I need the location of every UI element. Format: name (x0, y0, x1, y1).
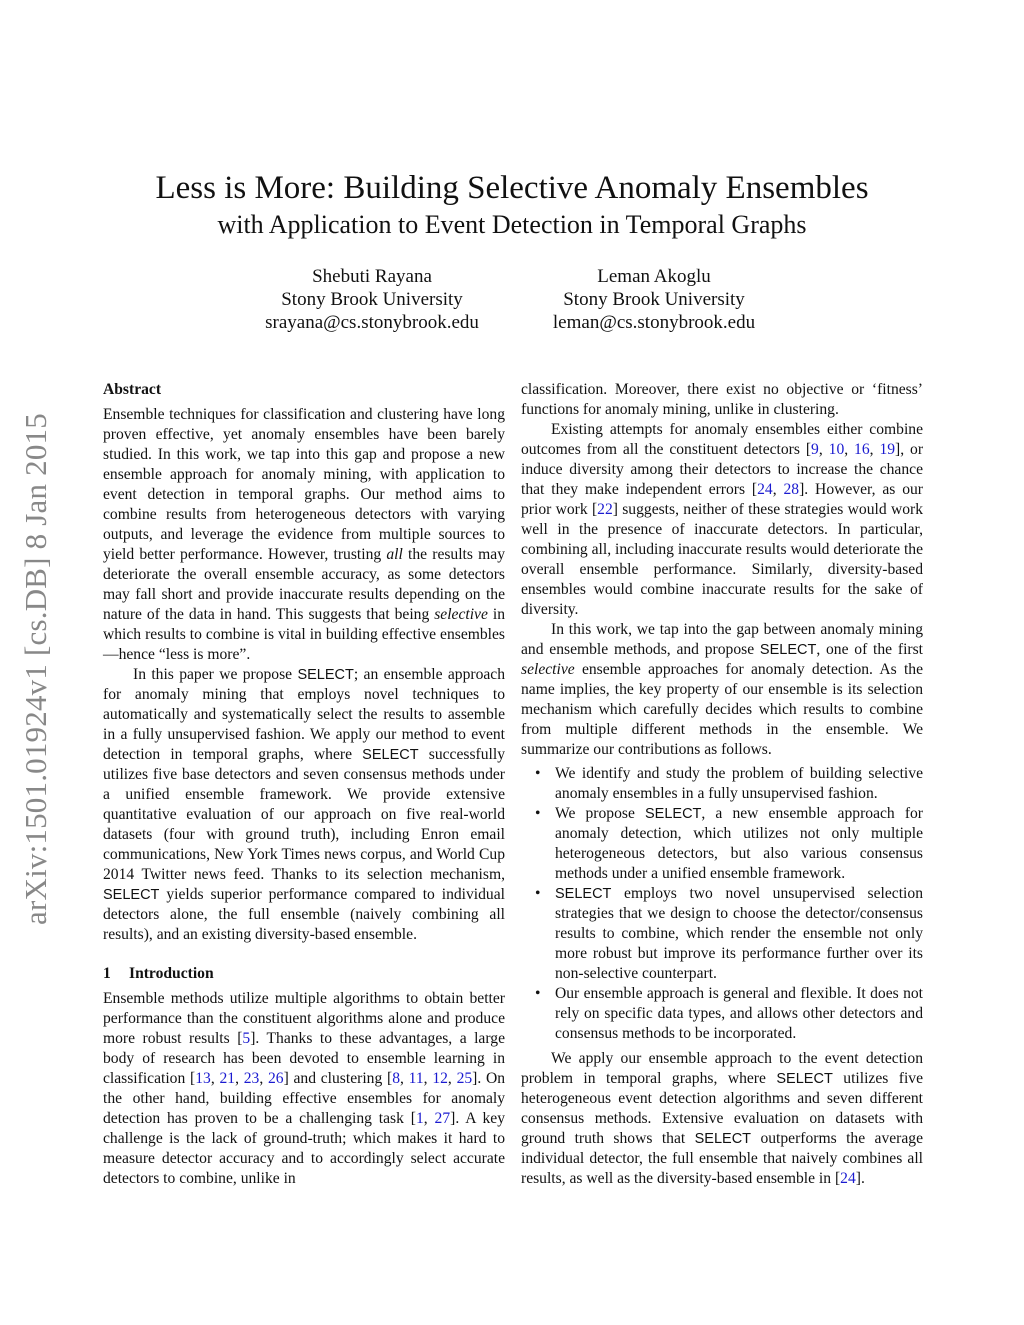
emphasis-text: selective (521, 661, 575, 678)
arxiv-identifier: arXiv:1501.01924v1 [cs.DB] 8 Jan 2015 (18, 413, 53, 925)
method-name: SELECT (555, 886, 612, 902)
body-paragraph: classification. Moreover, there exist no objective or ‘fitness’ functions for anomaly mining, unlike in clustering. (521, 381, 923, 418)
author-affiliation: Stony Brook University (281, 289, 463, 310)
section-heading (103, 964, 505, 984)
author-block (212, 265, 532, 334)
body-paragraph: In this work, we tap into the gap between anomaly mining and ensemble methods, and propose SELECT, one of the first selective ensemble approaches for anomaly detection. As the name implies, the key property of our ensemble is its selection mechanism which carefully decides which results to combine from multiple different methods in the ensemble. We summarize our contributions as follows. (521, 621, 923, 758)
citation-link[interactable]: 5 (242, 1030, 251, 1047)
right-column (521, 380, 923, 1189)
author-block (494, 265, 814, 334)
contribution-item: • SELECT employs two novel unsupervised selection strategies that we design to choose the detector/consensus results to combine, which render the ensemble not only more robust but improve its performance further over its non-selective counterpart. (555, 884, 923, 984)
citation-link[interactable]: 12 (432, 1070, 448, 1087)
citation-link[interactable]: 25 (456, 1070, 473, 1087)
citation-link[interactable]: 26 (267, 1070, 284, 1087)
citation-link[interactable]: 9 (811, 441, 819, 458)
intro-paragraph: Ensemble methods utilize multiple algorithms to obtain better performance than the constituent algorithms alone and produce more robust results [5]. Thanks to these advantages, a large body of research has been devoted to ensemble learning in classification [13, 21, 23, 26] and clustering [8, 11, 12, 25]. On the other hand, building effective ensembles for anomaly detection has proven to be a challenging task [1, 27]. A key challenge is the lack of ground-truth; which makes it hard to measure detector accuracy and to accordingly select accurate detectors to combine, unlike in (103, 990, 506, 1187)
method-name: SELECT (759, 642, 817, 658)
section-number: 1 (103, 965, 111, 982)
citation-link[interactable]: 28 (783, 481, 800, 498)
author-name: Shebuti Rayana (312, 266, 432, 287)
citation-link[interactable]: 24 (840, 1170, 856, 1187)
citation-link[interactable]: 24 (757, 481, 773, 498)
citation-link[interactable]: 1 (415, 1110, 424, 1127)
author-email: leman@cs.stonybrook.edu (552, 312, 756, 333)
method-name: SELECT (694, 1131, 752, 1147)
method-name: SELECT (362, 747, 419, 763)
citation-link[interactable]: 23 (243, 1070, 260, 1087)
method-name: SELECT (103, 887, 160, 903)
paper-title: Less is More: Building Selective Anomaly Ensembles (155, 170, 869, 206)
section-title: Introduction (129, 965, 214, 982)
contribution-item: • We propose SELECT, a new ensemble approach for anomaly detection, which utilizes not only multiple heterogeneous detectors, but also various consensus methods under a unified ensemble framework. (555, 804, 923, 884)
abstract-heading: Abstract (103, 381, 162, 398)
author-email: srayana@cs.stonybrook.edu (265, 312, 479, 333)
contribution-item: • We identify and study the problem of building selective anomaly ensembles in a fully unsupervised fashion. (555, 764, 923, 804)
method-name: SELECT (297, 667, 354, 683)
citation-link[interactable]: 21 (219, 1070, 236, 1087)
citation-link[interactable]: 19 (879, 441, 896, 458)
contributions-list (521, 764, 923, 1044)
emphasis-text: selective (434, 606, 488, 623)
paper-subtitle: with Application to Event Detection in Temporal Graphs (217, 210, 807, 239)
citation-link[interactable]: 11 (408, 1070, 424, 1087)
author-affiliation: Stony Brook University (563, 289, 745, 310)
emphasis-text: all (386, 546, 403, 563)
contribution-item: • Our ensemble approach is general and flexible. It does not rely on specific data types, and allows other detectors and consensus methods to be incorporated. (555, 984, 923, 1044)
citation-link[interactable]: 8 (392, 1070, 400, 1087)
citation-link[interactable]: 13 (195, 1070, 211, 1087)
method-name: SELECT (776, 1071, 833, 1087)
author-name: Leman Akoglu (597, 266, 711, 287)
body-paragraph: We apply our ensemble approach to the event detection problem in temporal graphs, where SELECT utilizes five heterogeneous event detection algorithms and seven different consensus methods. Extensive evaluation on datasets with ground truth shows that SELECT outperforms the average individual detector, the full ensemble that naively combines all results, as well as the diversity-based ensemble in [24]. (521, 1050, 924, 1187)
citation-link[interactable]: 27 (434, 1110, 451, 1127)
citation-link[interactable]: 16 (854, 441, 870, 458)
abstract-paragraph: In this paper we propose SELECT; an ensemble approach for anomaly mining that employs novel techniques to automatically and systematically select the results to assemble in a fully unsupervised fashion. We apply our method to event detection in temporal graphs, where SELECT successfully utilizes five base detectors and seven consensus methods under a unified ensemble framework. We provide extensive quantitative evaluation of our approach on five real-world datasets (four with ground truth), including Enron email communications, New York Times news corpus, and World Cup 2014 Twitter news feed. Thanks to its selection mechanism, SELECT yields superior performance compared to individual detectors alone, the full ensemble (naively combining all results), and an existing diversity-based ensemble. (103, 666, 506, 943)
body-paragraph: Existing attempts for anomaly ensembles either combine outcomes from all the constituent detectors [9, 10, 16, 19], or induce diversity among their detectors to increase the chance that they make independent errors [24, 28]. However, as our prior work [22] suggests, neither of these strategies would work well in the presence of inaccurate detectors. In particular, combining all, including inaccurate results would deteriorate the overall ensemble performance. Similarly, diversity-based ensembles would combine inaccurate results for the sake of diversity. (521, 421, 924, 618)
citation-link[interactable]: 10 (828, 441, 845, 458)
abstract-paragraph: Ensemble techniques for classification and clustering have long proven effective, yet anomaly ensembles have been barely studied. In this work, we tap into this gap and propose a new ensemble approach for anomaly mining, with application to event detection in temporal graphs. Our method aims to combine results from heterogeneous detectors with varying outputs, and leverage the evidence from multiple sources to yield better performance. However, trusting all the results may deteriorate the overall ensemble accuracy, as some detectors may fall short and provide inaccurate results depending on the nature of the data in hand. This suggests that being selective in which results to combine is vital in building effective ensembles—hence “less is more”. (103, 406, 505, 663)
method-name: SELECT (645, 806, 702, 822)
left-column (103, 380, 505, 1189)
citation-link[interactable]: 22 (597, 501, 613, 518)
